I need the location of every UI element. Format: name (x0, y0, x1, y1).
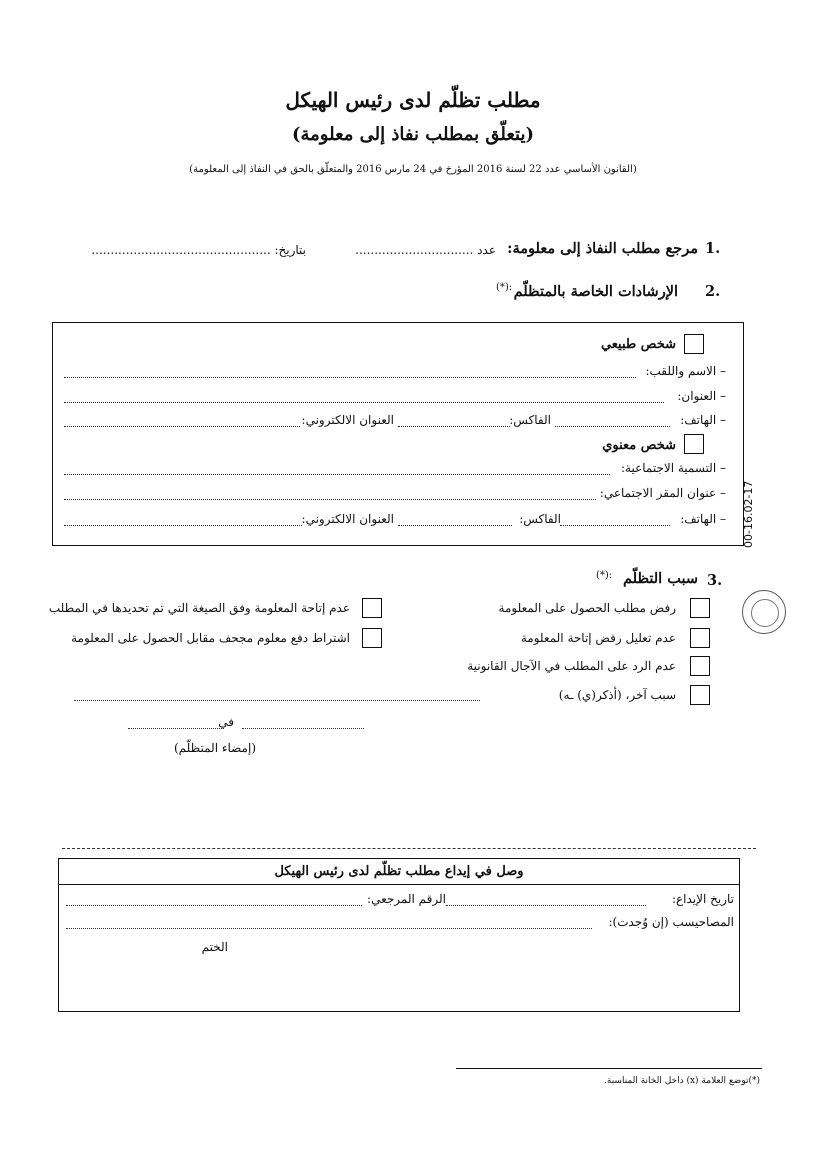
address-label: – العنوان: (677, 389, 726, 403)
legal-person-label: شخص معنوي (602, 438, 676, 453)
legal-phone-field[interactable] (560, 525, 670, 526)
natural-person-checkbox[interactable] (684, 334, 704, 354)
phone-field[interactable] (555, 426, 670, 427)
reference-label: الرقم المرجعي: (367, 892, 446, 906)
hq-address-label: – عنوان المقر الاجتماعي: (599, 486, 726, 500)
reason-refusal-label: رفض مطلب الحصول على المعلومة (498, 601, 676, 615)
applicant-info-box (52, 322, 744, 546)
legal-email-field[interactable] (64, 525, 302, 526)
reason-no-response-label: عدم الرد على المطلب في الآجال القانونية (467, 659, 676, 673)
natural-person-label: شخص طبيعي (600, 337, 676, 352)
receipt-title: وصل في إيداع مطلب تظلّم لدى رئيس الهيكل (274, 864, 524, 879)
reason-fee-checkbox[interactable] (362, 628, 382, 648)
reason-format-checkbox[interactable] (362, 598, 382, 618)
legal-person-checkbox[interactable] (684, 434, 704, 454)
legal-fax-field[interactable] (398, 525, 512, 526)
email-field[interactable] (64, 426, 300, 427)
section2-footnote-marker: (*): (496, 282, 513, 293)
reason-no-justification-label: عدم تعليل رفض إتاحة المعلومة (520, 631, 676, 645)
footnote-rule (456, 1068, 762, 1069)
reason-no-justification-checkbox[interactable] (690, 628, 710, 648)
accountant-label: المصاحيسب (إن وُجدت): (608, 915, 734, 929)
receipt-box (58, 858, 740, 1012)
hq-address-field[interactable] (64, 499, 596, 500)
reason-format-label: عدم إتاحة المعلومة وفق الصيغة التي تم تحديدها في المطلب (48, 601, 350, 615)
section1-number: 1. (705, 240, 721, 257)
section2-title: الإرشادات الخاصة بالمتظلّم (513, 283, 678, 300)
place-date-connector: في (218, 715, 234, 729)
date-field[interactable] (128, 728, 224, 729)
name-field[interactable] (64, 377, 636, 378)
fax-field[interactable] (398, 426, 510, 427)
receipt-title-divider (58, 884, 740, 885)
denomination-field[interactable] (64, 474, 610, 475)
form-title: مطلب تظلّم لدى رئيس الهيكل (285, 88, 541, 112)
section3-number: 3. (707, 572, 723, 589)
section1-number-field[interactable]: عدد ............................... (355, 243, 496, 257)
section3-title: سبب التظلّم (623, 570, 698, 587)
reason-no-response-checkbox[interactable] (690, 656, 710, 676)
signature-label: (إمضاء المتظلّم) (174, 741, 256, 755)
section3-footnote-marker: (*): (596, 570, 613, 581)
email-label: العنوان الالكتروني: (301, 413, 394, 427)
reference-field[interactable] (66, 905, 362, 906)
stamp-label: الختم (201, 940, 228, 954)
reason-other-field[interactable] (74, 700, 480, 701)
section1-title: مرجع مطلب النفاذ إلى معلومة: (507, 240, 698, 257)
footnote: (*)توضع العلامة (x) داخل الخانة المناسبة. (604, 1076, 760, 1086)
legal-phone-label: – الهاتف: (680, 512, 726, 526)
fax-label: الفاكس: (509, 413, 551, 427)
section2-number: 2. (705, 283, 721, 300)
phone-label: – الهاتف: (680, 413, 726, 427)
document-code: 00-16.02-17 (742, 480, 755, 548)
official-seal (742, 590, 786, 634)
reason-other-label: سبب آخر، (أذكر(ي) ـه) (558, 688, 676, 702)
law-reference: (القانون الأساسي عدد 22 لسنة 2016 المؤرخ في 24 مارس 2016 والمتعلّق بالحق في النفاذ إلى المعلومة) (189, 164, 637, 175)
legal-fax-label: الفاكس: (519, 512, 561, 526)
place-field[interactable] (242, 728, 364, 729)
reason-other-checkbox[interactable] (690, 685, 710, 705)
section1-date-field[interactable]: بتاريخ: ............................................... (91, 243, 306, 257)
reason-fee-label: اشتراط دفع معلوم مجحف مقابل الحصول على المعلومة (71, 631, 350, 645)
deposit-date-field[interactable] (446, 905, 646, 906)
legal-email-label: العنوان الالكتروني: (301, 512, 394, 526)
address-field[interactable] (64, 402, 664, 403)
accountant-field[interactable] (66, 928, 592, 929)
form-subtitle: (يتعلّق بمطلب نفاذ إلى معلومة) (292, 124, 534, 145)
denomination-label: – التسمية الاجتماعية: (620, 461, 726, 475)
cut-line (62, 848, 756, 849)
name-label: – الاسم واللقب: (645, 364, 726, 378)
reason-refusal-checkbox[interactable] (690, 598, 710, 618)
deposit-date-label: تاريخ الإيداع: (671, 892, 734, 906)
